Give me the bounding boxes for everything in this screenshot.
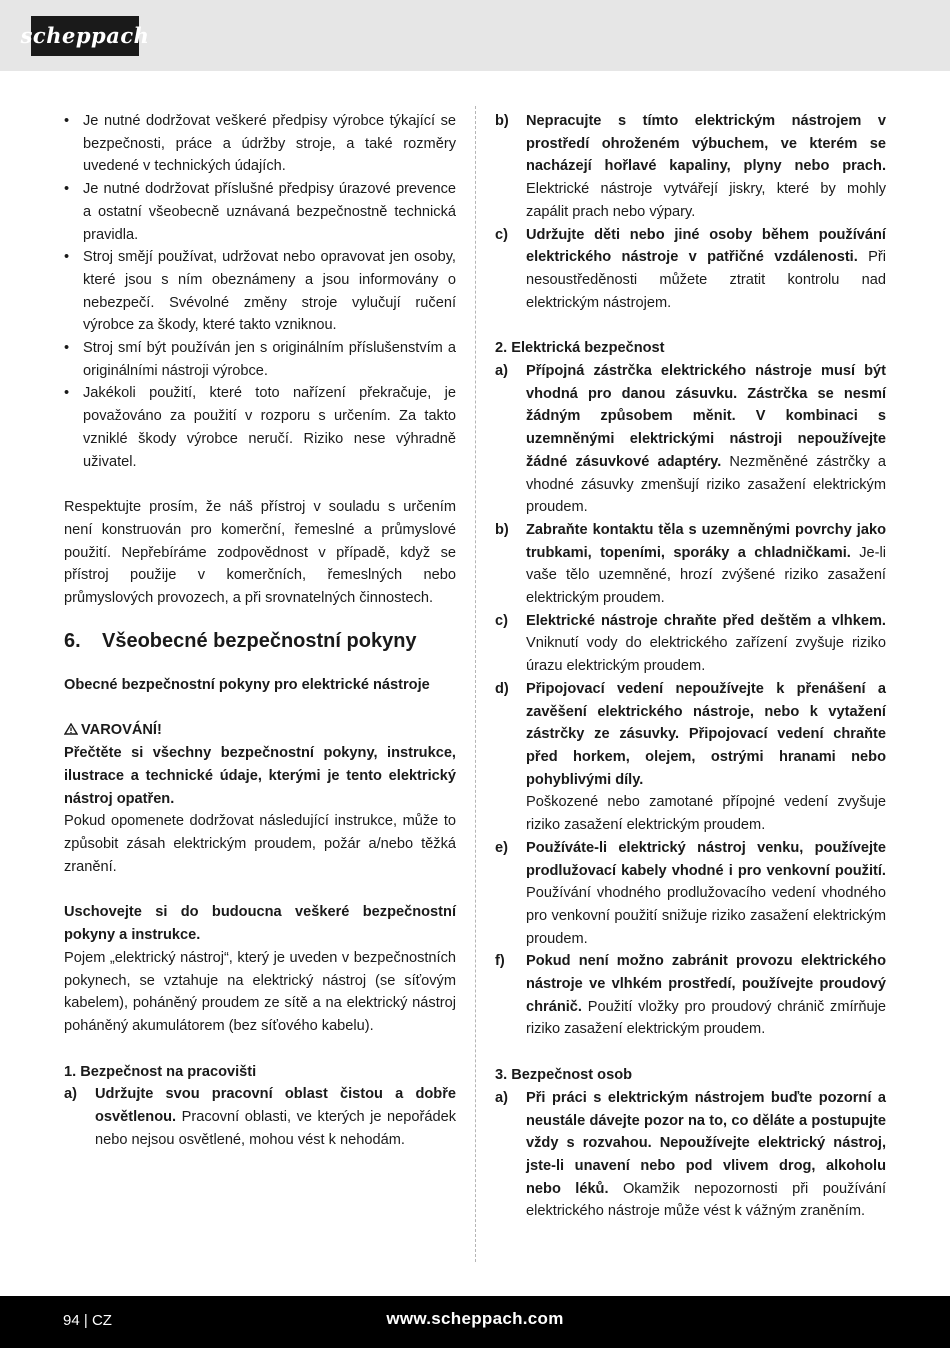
item-text: Vniknutí vody do elektrického zařízení zvyšuje riziko úrazu elektrickým proudem.	[526, 635, 886, 675]
item-bold: Zabraňte kontaktu těla s uzemněnými povrchy jako trubkami, topeními, sporáky a chladničkami.	[526, 521, 886, 561]
item-text: Nezměněné zástrčky a vhodné zásuvky zmenšují riziko zasažení elektrickým proudem.	[526, 453, 886, 516]
item-text: Používání vhodného prodlužovacího vedení vhodného pro venkovní použití snižuje riziko zasažení elektrickým proudem.	[526, 885, 886, 947]
right-column	[495, 110, 886, 1223]
brand-logo-text: scheppach	[20, 22, 150, 48]
language-code: CZ	[91, 1312, 112, 1329]
item-marker: e)	[495, 839, 508, 856]
commercial-use-note: Respektujte prosím, že náš přístroj v souladu s určením není konstruován pro komerční, řemeslné a průmyslové použití. Nepřebíráme zodpovědnost v případě, když se přístroj použije v komerčních, řemeslných nebo průmyslových provozech, a při srovnatelných činnostech.	[64, 499, 456, 607]
list-item	[495, 519, 886, 610]
item-text: Použití vložky pro proudový chránič zmírňuje riziko zasažení elektrickým proudem.	[526, 998, 886, 1038]
item-text: Poškozené nebo zamotané přípojné vedení zvyšuje riziko zasažení elektrickým proudem.	[526, 794, 886, 834]
item-bold: Elektrické nástroje chraňte před deštěm a vlhkem.	[526, 612, 886, 629]
warning-label: VAROVÁNÍ!	[81, 722, 162, 739]
keep-instructions-text: Pojem „elektrický nástroj“, který je uveden v bezpečnostních pokynech, se vztahuje na elektrický nástroj (se síťovým kabelem), poháněný proudem ze sítě a na elektrický nástroj poháněný akumulátorem (bez síťového kabelu).	[64, 949, 456, 1034]
personal-safety-heading: 3. Bezpečnost osob	[495, 1067, 633, 1084]
page-footer	[0, 1296, 950, 1348]
item-marker: a)	[495, 1089, 508, 1106]
item-text: Je-li vaše tělo uzemněné, hrozí zvýšené riziko zasažení elektrickým proudem.	[526, 544, 887, 607]
list-item	[64, 1083, 456, 1151]
item-bold: Nepracujte s tímto elektrickým nástrojem v prostředí ohroženém výbuchem, ve kterém se nacházejí hořlavé kapaliny, plyny nebo prach.	[526, 113, 886, 175]
list-item	[495, 224, 886, 315]
bullet-item: • Stroj smí být používán jen s originálním příslušenstvím a originálními nástroji výrobce.	[64, 337, 456, 382]
list-item	[495, 678, 886, 837]
item-text: Okamžik nepozornosti při používání elektrického nástroje může vést k vážným zraněním.	[526, 1180, 887, 1220]
item-marker: b)	[495, 521, 509, 538]
item-bold: Udržujte děti nebo jiné osoby během používání elektrického nástroje v patřičné vzdálenosti.	[526, 226, 886, 266]
item-text: Při nesoustředěnosti můžete ztratit kontrolu nad elektrickým nástrojem.	[526, 249, 886, 311]
item-marker: a)	[495, 363, 508, 380]
rules-list	[64, 110, 456, 473]
item-marker: b)	[495, 113, 509, 129]
list-item	[495, 950, 886, 1041]
item-text: Pracovní oblasti, ve kterých je nepořádek nebo nejsou osvětlené, mohou vést k nehodám.	[95, 1109, 456, 1148]
list-item	[495, 360, 886, 519]
page-separator: |	[83, 1312, 88, 1329]
item-marker: f)	[495, 953, 505, 970]
bullet-item: • Je nutné dodržovat veškeré předpisy výrobce týkající se bezpečnosti, práce a údržby stroje, a také rozměry uvedené v technických údajích.	[64, 110, 456, 178]
personal-safety-list	[495, 1087, 886, 1223]
website-link[interactable]: www.scheppach.com	[386, 1309, 564, 1328]
electrical-list	[495, 360, 886, 1041]
workplace-safety-heading: 1. Bezpečnost na pracovišti	[64, 1063, 257, 1080]
item-bold: Pokud není možno zabránit provozu elektrického nástroje ve vlhkém prostředí, používejte proudový chránič.	[526, 953, 886, 1015]
section-number: 6.	[64, 629, 81, 652]
item-marker: d)	[495, 680, 509, 697]
bullet-item: • Stroj smějí používat, udržovat nebo opravovat jen osoby, které jsou s ním obeznámeny a jsou informovány o nebezpečí. Svévolné změny stroje vylučují ručení výrobce za škody, které takto vzniknou.	[64, 246, 456, 337]
item-text: Elektrické nástroje vytvářejí jiskry, které by mohly zapálit prach nebo výpary.	[526, 181, 886, 220]
item-marker: c)	[495, 226, 508, 243]
brand-logo	[20, 16, 150, 56]
workplace-list	[64, 1083, 456, 1151]
warning-bold-text: Přečtěte si všechny bezpečnostní pokyny, instrukce, ilustrace a technické údaje, kterými je tento elektrický nástroj opatřen.	[64, 745, 456, 807]
list-item	[495, 610, 886, 678]
column-divider	[475, 106, 476, 1262]
list-item	[495, 837, 886, 951]
page-header	[0, 0, 950, 71]
bullet-item: • Jakékoli použití, které toto nařízení překračuje, je považováno za použití v rozporu s určením. Za takto vzniklé škody výrobce neručí. Riziko nese výhradně uživatel.	[64, 382, 456, 473]
section-title: Všeobecné bezpečnostní pokyny	[102, 629, 417, 652]
item-bold: Přípojná zástrčka elektrického nástroje musí být vhodná pro danou zásuvku. Zástrčka se nesmí žádným způsobem měnit. V kombinaci s uzemněnými elektrickými nástroji nepoužívejte žádné zásuvkové adaptéry.	[526, 363, 886, 470]
general-safety-heading: Obecné bezpečnostní pokyny pro elektrické nástroje	[64, 676, 430, 693]
item-marker: c)	[495, 612, 508, 629]
warning-label-line	[64, 719, 456, 742]
list-item	[495, 110, 886, 224]
section-heading	[64, 628, 456, 654]
bullet-item: • Je nutné dodržovat příslušné předpisy úrazové prevence a ostatní všeobecně uznávaná bezpečnostně technická pravidla.	[64, 178, 456, 246]
electrical-safety-heading: 2. Elektrická bezpečnost	[495, 340, 665, 357]
workplace-list-continued	[495, 110, 886, 314]
list-item	[495, 1087, 886, 1223]
warning-triangle-icon	[64, 723, 78, 735]
item-bold: Při práci s elektrickým nástrojem buďte pozorní a neustále dávejte pozor na to, co děláte a postupujte vždy s rozvahou. Nepoužívejte elektrický nástroj, jste-li unavení nebo pod vlivem drog, alkoholu nebo léků.	[526, 1089, 886, 1197]
item-bold: Udržujte svou pracovní oblast čistou a dobře osvětlenou.	[95, 1086, 456, 1126]
warning-text: Pokud opomenete dodržovat následující instrukce, může to způsobit zásah elektrickým proudem, požár a/nebo těžká zranění.	[64, 813, 456, 875]
page-number: 94	[63, 1312, 80, 1329]
item-marker: a)	[64, 1086, 77, 1103]
keep-instructions-heading: Uschovejte si do budoucna veškeré bezpečnostní pokyny a instrukce.	[64, 904, 456, 944]
item-bold: Používáte-li elektrický nástroj venku, používejte prodlužovací kabely vhodné i pro venkovní použití.	[526, 839, 886, 879]
left-column	[64, 110, 456, 1151]
item-bold: Připojovací vedení nepoužívejte k přenášení a zavěšení elektrického nástroje, nebo k vytažení zástrčky ze zásuvky. Připojovací vedení chraňte před horkem, olejem, ostrými hranami nebo pohyblivými díly.	[526, 680, 886, 788]
